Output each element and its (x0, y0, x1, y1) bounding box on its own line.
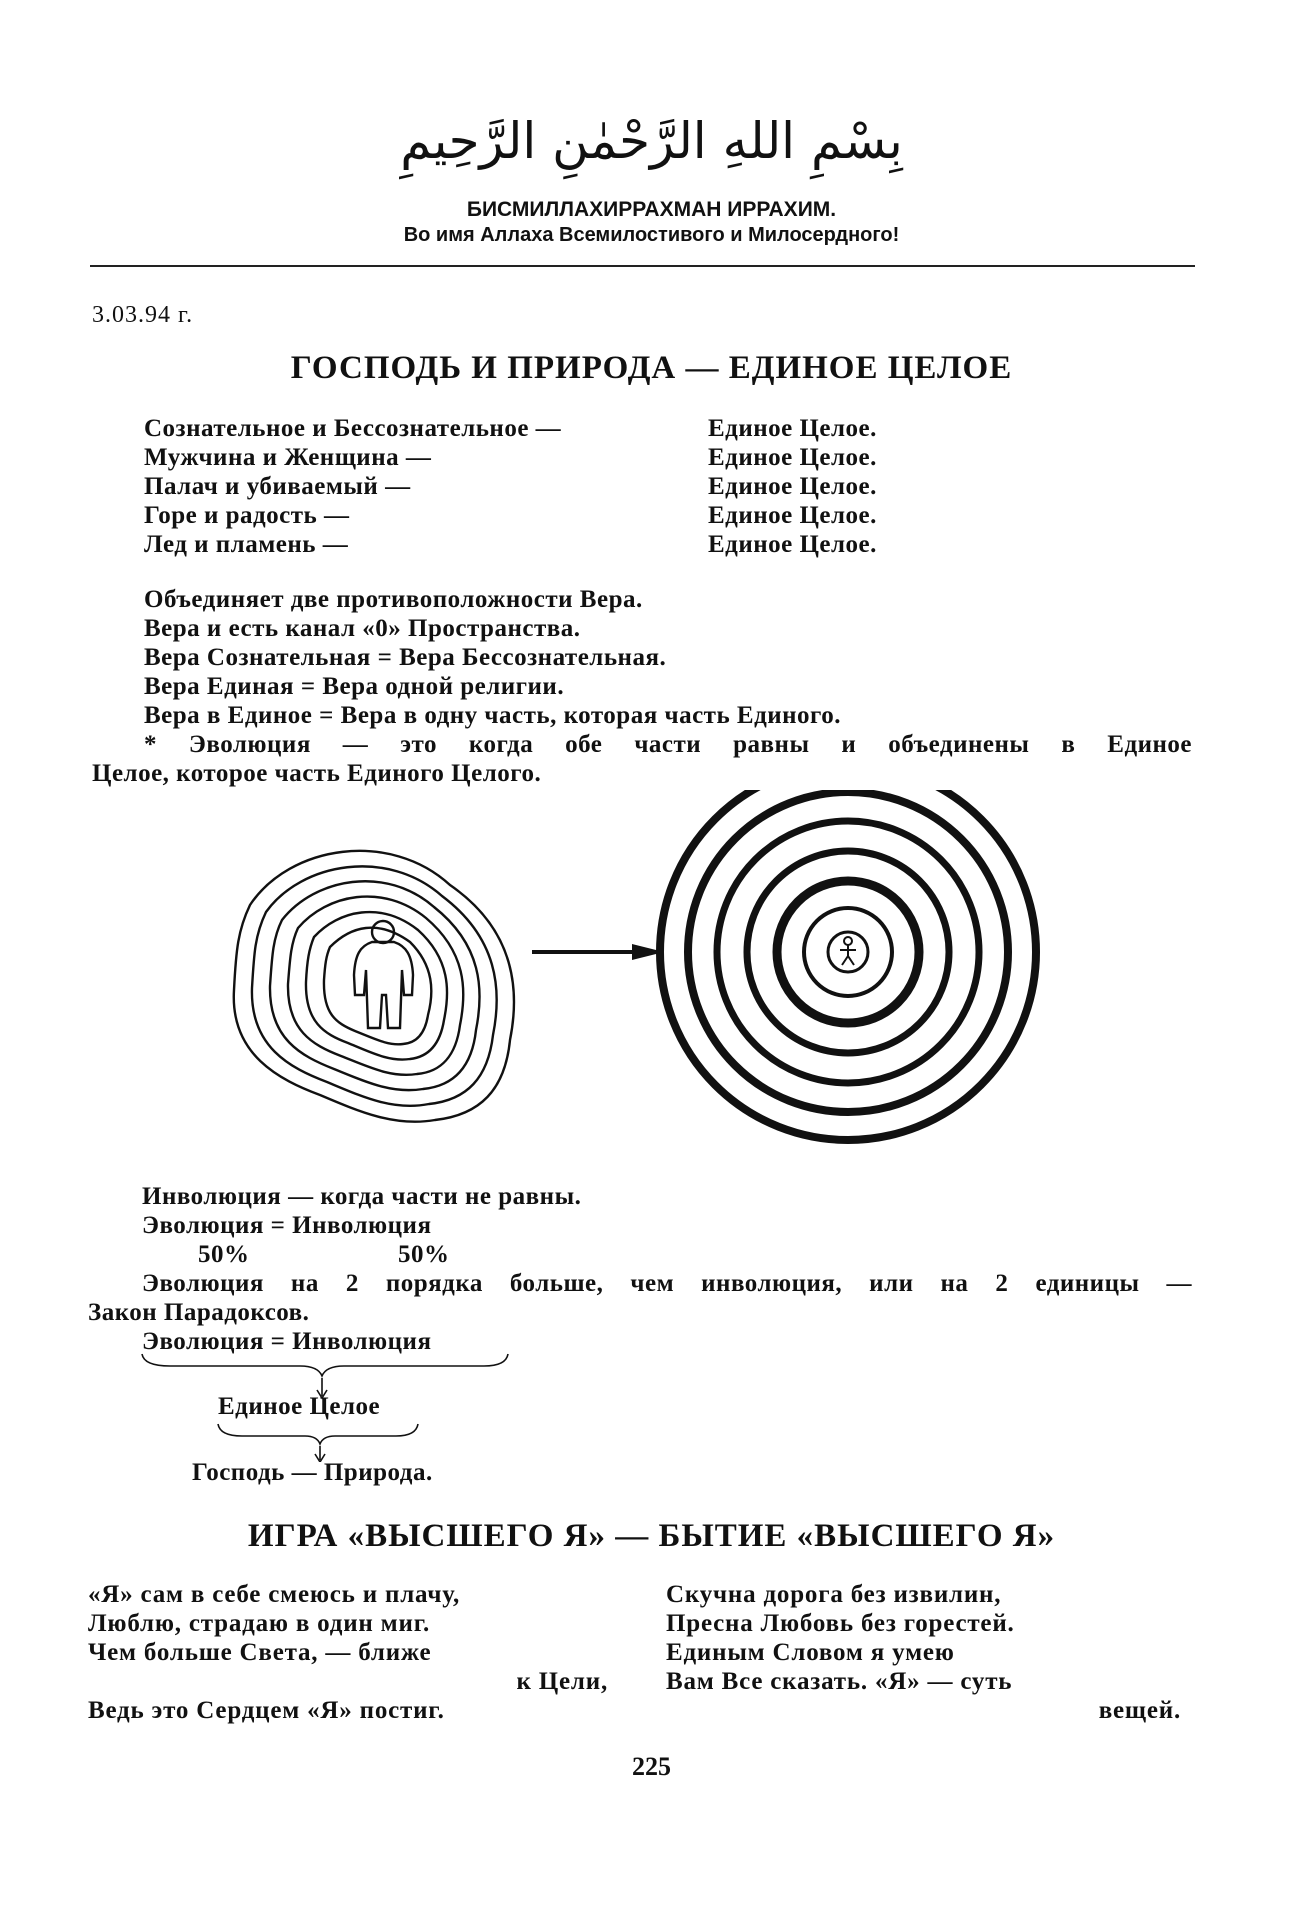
equation-line: Эволюция = Инволюция (142, 1212, 432, 1239)
faith-line: Вера Единая = Вера одной религии. (144, 673, 565, 700)
poem-line: «Я» сам в себе смеюсь и плачу, (88, 1581, 461, 1608)
involution-line: Инволюция — когда части не равны. (142, 1183, 582, 1210)
faith-line: Вера Сознательная = Вера Бессознательная. (144, 644, 667, 671)
faith-line: Вера в Единое = Вера в одну часть, которая часть Единого. (144, 702, 842, 729)
evolution-order-line: Эволюция на 2 порядка больше, чем инволюция, или на 2 единицы — (142, 1270, 1192, 1297)
pair-row (144, 472, 877, 501)
pair-left: Мужчина и Женщина — (144, 444, 432, 471)
brace-top (142, 1354, 508, 1376)
concentric-circles (660, 790, 1036, 1140)
involution-evolution-illustration (220, 790, 1070, 1190)
percent-right: 50% (398, 1241, 450, 1268)
percent-line (142, 1240, 581, 1269)
stick-figure-icon (840, 937, 856, 965)
faith-line: Объединяет две противоположности Вера. (144, 586, 643, 613)
wavy-contours (234, 851, 514, 1122)
pair-right: Единое Целое. (708, 473, 877, 500)
header-translation: Во имя Аллаха Всемилостивого и Милосердного! (403, 224, 900, 246)
header-transliteration: БИСМИЛЛАХИРРАХМАН ИРРАХИМ. (466, 198, 837, 221)
faith-lines (144, 585, 841, 730)
pair-right: Единое Целое. (708, 444, 877, 471)
lord-nature: Господь — Природа. (192, 1459, 433, 1486)
pair-left: Лед и пламень — (144, 531, 349, 558)
pair-row (144, 501, 877, 530)
brace-bottom (218, 1424, 418, 1444)
pair-row (144, 530, 877, 559)
paradox-law: Закон Парадоксов. (88, 1299, 310, 1326)
header-divider (90, 265, 1195, 267)
pair-right: Единое Целое. (708, 502, 877, 529)
pairs-list (144, 414, 877, 559)
poem-line: Вам Все сказать. «Я» — суть (666, 1668, 1013, 1695)
involution-block (142, 1182, 581, 1269)
poem-line: вещей. (1098, 1697, 1181, 1724)
percent-left: 50% (198, 1241, 250, 1268)
poem-line: Ведь это Сердцем «Я» постиг. (88, 1697, 445, 1724)
faith-line: Вера и есть канал «0» Пространства. (144, 615, 581, 642)
arrow-right-icon (532, 944, 664, 960)
poem-line: к Цели, (516, 1668, 608, 1695)
bismillah-calligraphy: بِسْمِ اللهِ الرَّحْمٰنِ الرَّحِيمِ (400, 112, 903, 170)
page-number: 225 (632, 1752, 671, 1781)
pair-right: Единое Целое. (708, 415, 877, 442)
pair-row (144, 443, 877, 472)
evolution-line-2: Целое, которое часть Единого Целого. (92, 760, 542, 787)
pair-row (144, 414, 877, 443)
poem-right-column (666, 1580, 1181, 1725)
date: 3.03.94 г. (92, 302, 194, 328)
section-title-1: ГОСПОДЬ И ПРИРОДА — ЕДИНОЕ ЦЕЛОЕ (290, 350, 1013, 386)
poem-line: Пресна Любовь без горестей. (666, 1610, 1015, 1637)
equation-row: Эволюция = Инволюция (142, 1328, 432, 1355)
poem-line: Люблю, страдаю в один миг. (88, 1610, 431, 1637)
poem-line: Чем больше Света, — ближе (88, 1639, 432, 1666)
evolution-line-1: * Эволюция — это когда обе части равны и объединены в Единое (144, 731, 1192, 758)
pair-right: Единое Целое. (708, 531, 877, 558)
evolution-paragraph (92, 730, 1192, 788)
pair-left: Палач и убиваемый — (144, 473, 411, 500)
pair-left: Сознательное и Бессознательное — (144, 415, 562, 442)
pair-left: Горе и радость — (144, 502, 350, 529)
unified-whole: Единое Целое (218, 1393, 381, 1420)
poem-left-column (88, 1580, 608, 1725)
poem-line: Скучна дорога без извилин, (666, 1581, 1002, 1608)
section-title-2: ИГРА «ВЫСШЕГО Я» — БЫТИЕ «ВЫСШЕГО Я» (247, 1518, 1056, 1554)
poem-line: Единым Словом я умею (666, 1639, 955, 1666)
